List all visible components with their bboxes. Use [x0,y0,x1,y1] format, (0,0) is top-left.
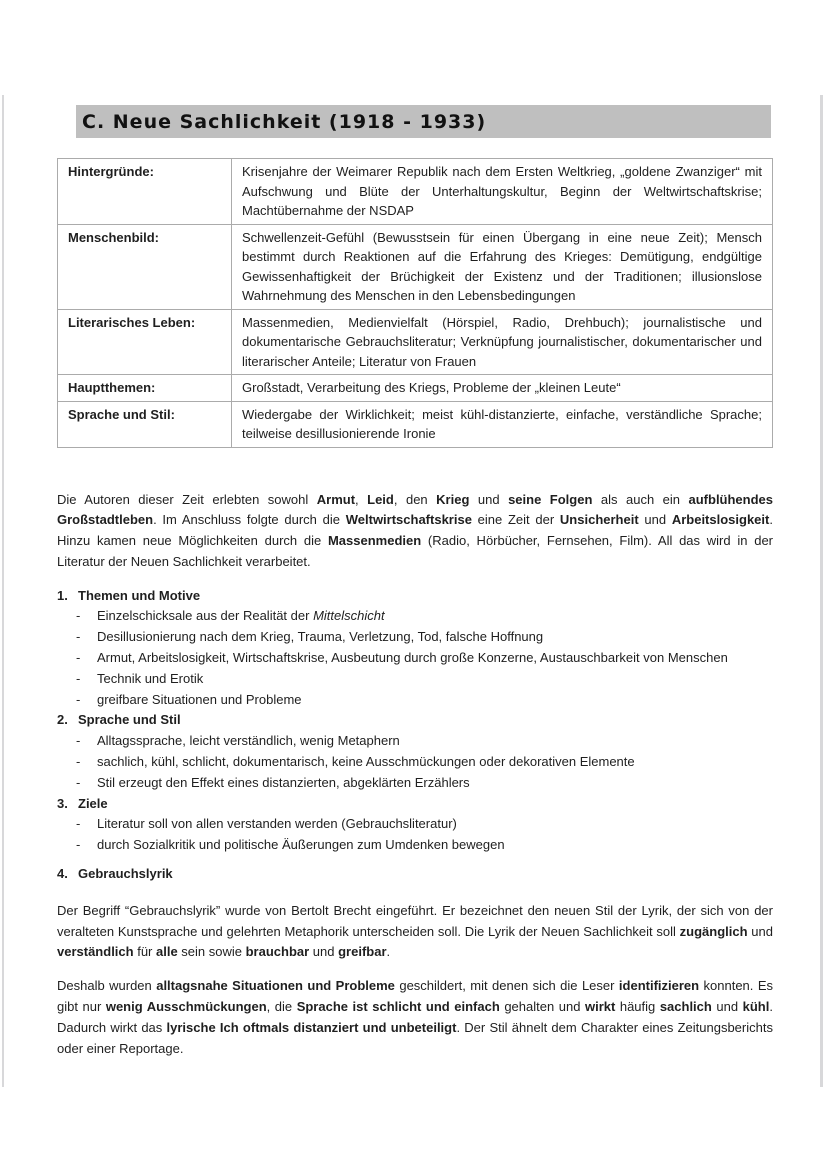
row-value: Krisenjahre der Weimarer Republik nach dem Ersten Weltkrieg, „goldene Zwanziger“ mit Aufschwung und Blüte der Unterhaltungskultur, Beginn der Weltwirtschaftskrise; Machtübernahme der NSDAP [232,159,773,225]
section-heading [57,710,773,731]
row-value: Massenmedien, Medienvielfalt (Hörspiel, Radio, Drehbuch); journalistische und dokumentarische Gebrauchsliteratur; Verknüpfung journalistischer, dokumentarischer und literarischer Anteile; Literatur von Frauen [232,309,773,375]
table-row [58,375,773,402]
list-item [57,731,773,752]
list-item [57,773,773,794]
title-bar [76,105,771,138]
list-item-text: Alltagssprache, leicht verständlich, wenig Metaphern [97,733,400,749]
dash-bullet: - [76,629,81,645]
list-item-text: Stil erzeugt den Effekt eines distanzierten, abgeklärten Erzählers [97,774,470,790]
list-item [57,690,773,711]
list-item [57,835,773,856]
page-title: C. Neue Sachlichkeit (1918 - 1933) [82,110,487,133]
section-themen-und-motive [57,586,773,711]
page-edge-left [2,95,4,1087]
dash-bullet: - [76,816,81,832]
list-item-text: greifbare Situationen und Probleme [97,691,302,707]
info-table [57,158,773,448]
list-item-text: Einzelschicksale aus der Realität der Mittelschicht [97,608,385,624]
list-item-text: Desillusionierung nach dem Krieg, Trauma, Verletzung, Tod, falsche Hoffnung [97,629,544,645]
table-row [58,309,773,375]
list-item [57,627,773,648]
page-edge-right [820,95,823,1087]
row-label: Menschenbild: [58,224,232,309]
gebrauchslyrik-paragraph-1: Der Begriff “Gebrauchslyrik” wurde von Bertolt Brecht eingeführt. Er bezeichnet den neuen Stil der Lyrik, der sich von der veralteten Kunstsprache und gelehrten Metaphorik unterscheiden soll. Die Lyrik der Neuen Sachlichkeit soll zugänglich und verständlich für alle sein sowie brauchbar und greifbar. [57,902,773,960]
list-item-text: Armut, Arbeitslosigkeit, Wirtschaftskrise, Ausbeutung durch große Konzerne, Austauschbarkeit von Menschen [97,650,728,666]
section-heading [57,794,773,815]
section-heading [57,864,773,885]
list-item-text: durch Sozialkritik und politische Äußerungen zum Umdenken bewegen [97,837,505,853]
list-item-text: Literatur soll von allen verstanden werden (Gebrauchsliteratur) [97,816,457,832]
table-row [58,159,773,225]
row-label: Literarisches Leben: [58,309,232,375]
section-number: 3. [57,795,68,811]
section-number: 4. [57,866,68,882]
list-item [57,814,773,835]
dash-bullet: - [76,774,81,790]
dash-bullet: - [76,670,81,686]
dash-bullet: - [76,608,81,624]
section-title: Ziele [78,795,108,811]
row-label: Hauptthemen: [58,375,232,402]
numbered-sections [57,586,773,885]
row-value: Schwellenzeit-Gefühl (Bewusstsein für einen Übergang in eine neue Zeit); Mensch bestimmt durch Reaktionen auf die Erfahrung des Krieges: Demütigung, endgültige Gewissenhaftigkeit der Brüchigkeit der Existenz und der Traditionen; illusionslose Wahrnehmung des Menschen in den Lebensbedingungen [232,224,773,309]
list-item [57,669,773,690]
gebrauchslyrik-paragraph-2: Deshalb wurden alltagsnahe Situationen und Probleme geschildert, mit denen sich die Leser identifizieren konnten. Es gibt nur wenig Ausschmückungen, die Sprache ist schlicht und einfach gehalten und wirkt häufig sachlich und kühl. Dadurch wirkt das lyrische Ich oftmals distanziert und unbeteiligt. Der Stil ähnelt dem Charakter eines Zeitungsberichts oder einer Reportage. [57,978,774,1056]
dash-bullet: - [76,733,81,749]
row-value: Großstadt, Verarbeitung des Kriegs, Probleme der „kleinen Leute“ [232,375,773,402]
table-row [58,401,773,447]
section-ziele [57,794,773,856]
section-number: 1. [57,587,68,603]
list-item [57,648,773,669]
page-content [57,105,773,1072]
row-label: Sprache und Stil: [58,401,232,447]
section-title: Gebrauchslyrik [78,866,173,882]
intro-paragraph: Die Autoren dieser Zeit erlebten sowohl Armut, Leid, den Krieg und seine Folgen als auch ein aufblühendes Großstadtleben. Im Anschluss folgte durch die Weltwirtschaftskrise eine Zeit der Unsicherheit und Arbeitslosigkeit. Hinzu kamen neue Möglichkeiten durch die Massenmedien (Radio, Hörbücher, Fernsehen, Film). All das wird in der Literatur der Neuen Sachlichkeit verarbeitet. [57,491,774,569]
list-item [57,606,773,627]
section-title: Themen und Motive [78,587,201,603]
row-value: Wiedergabe der Wirklichkeit; meist kühl-distanzierte, einfache, verständliche Sprache; teilweise desillusionierende Ironie [232,401,773,447]
table-row [58,224,773,309]
dash-bullet: - [76,754,81,770]
list-item-text: sachlich, kühl, schlicht, dokumentarisch, keine Ausschmückungen oder dekorativen Elemente [97,754,635,770]
section-sprache-und-stil [57,710,773,793]
section-gebrauchslyrik [57,864,773,885]
section-title: Sprache und Stil [78,712,181,728]
list-item [57,752,773,773]
list-item-text: Technik und Erotik [97,670,204,686]
row-label: Hintergründe: [58,159,232,225]
section-heading [57,586,773,607]
section-number: 2. [57,712,68,728]
dash-bullet: - [76,691,81,707]
dash-bullet: - [76,650,81,666]
dash-bullet: - [76,837,81,853]
